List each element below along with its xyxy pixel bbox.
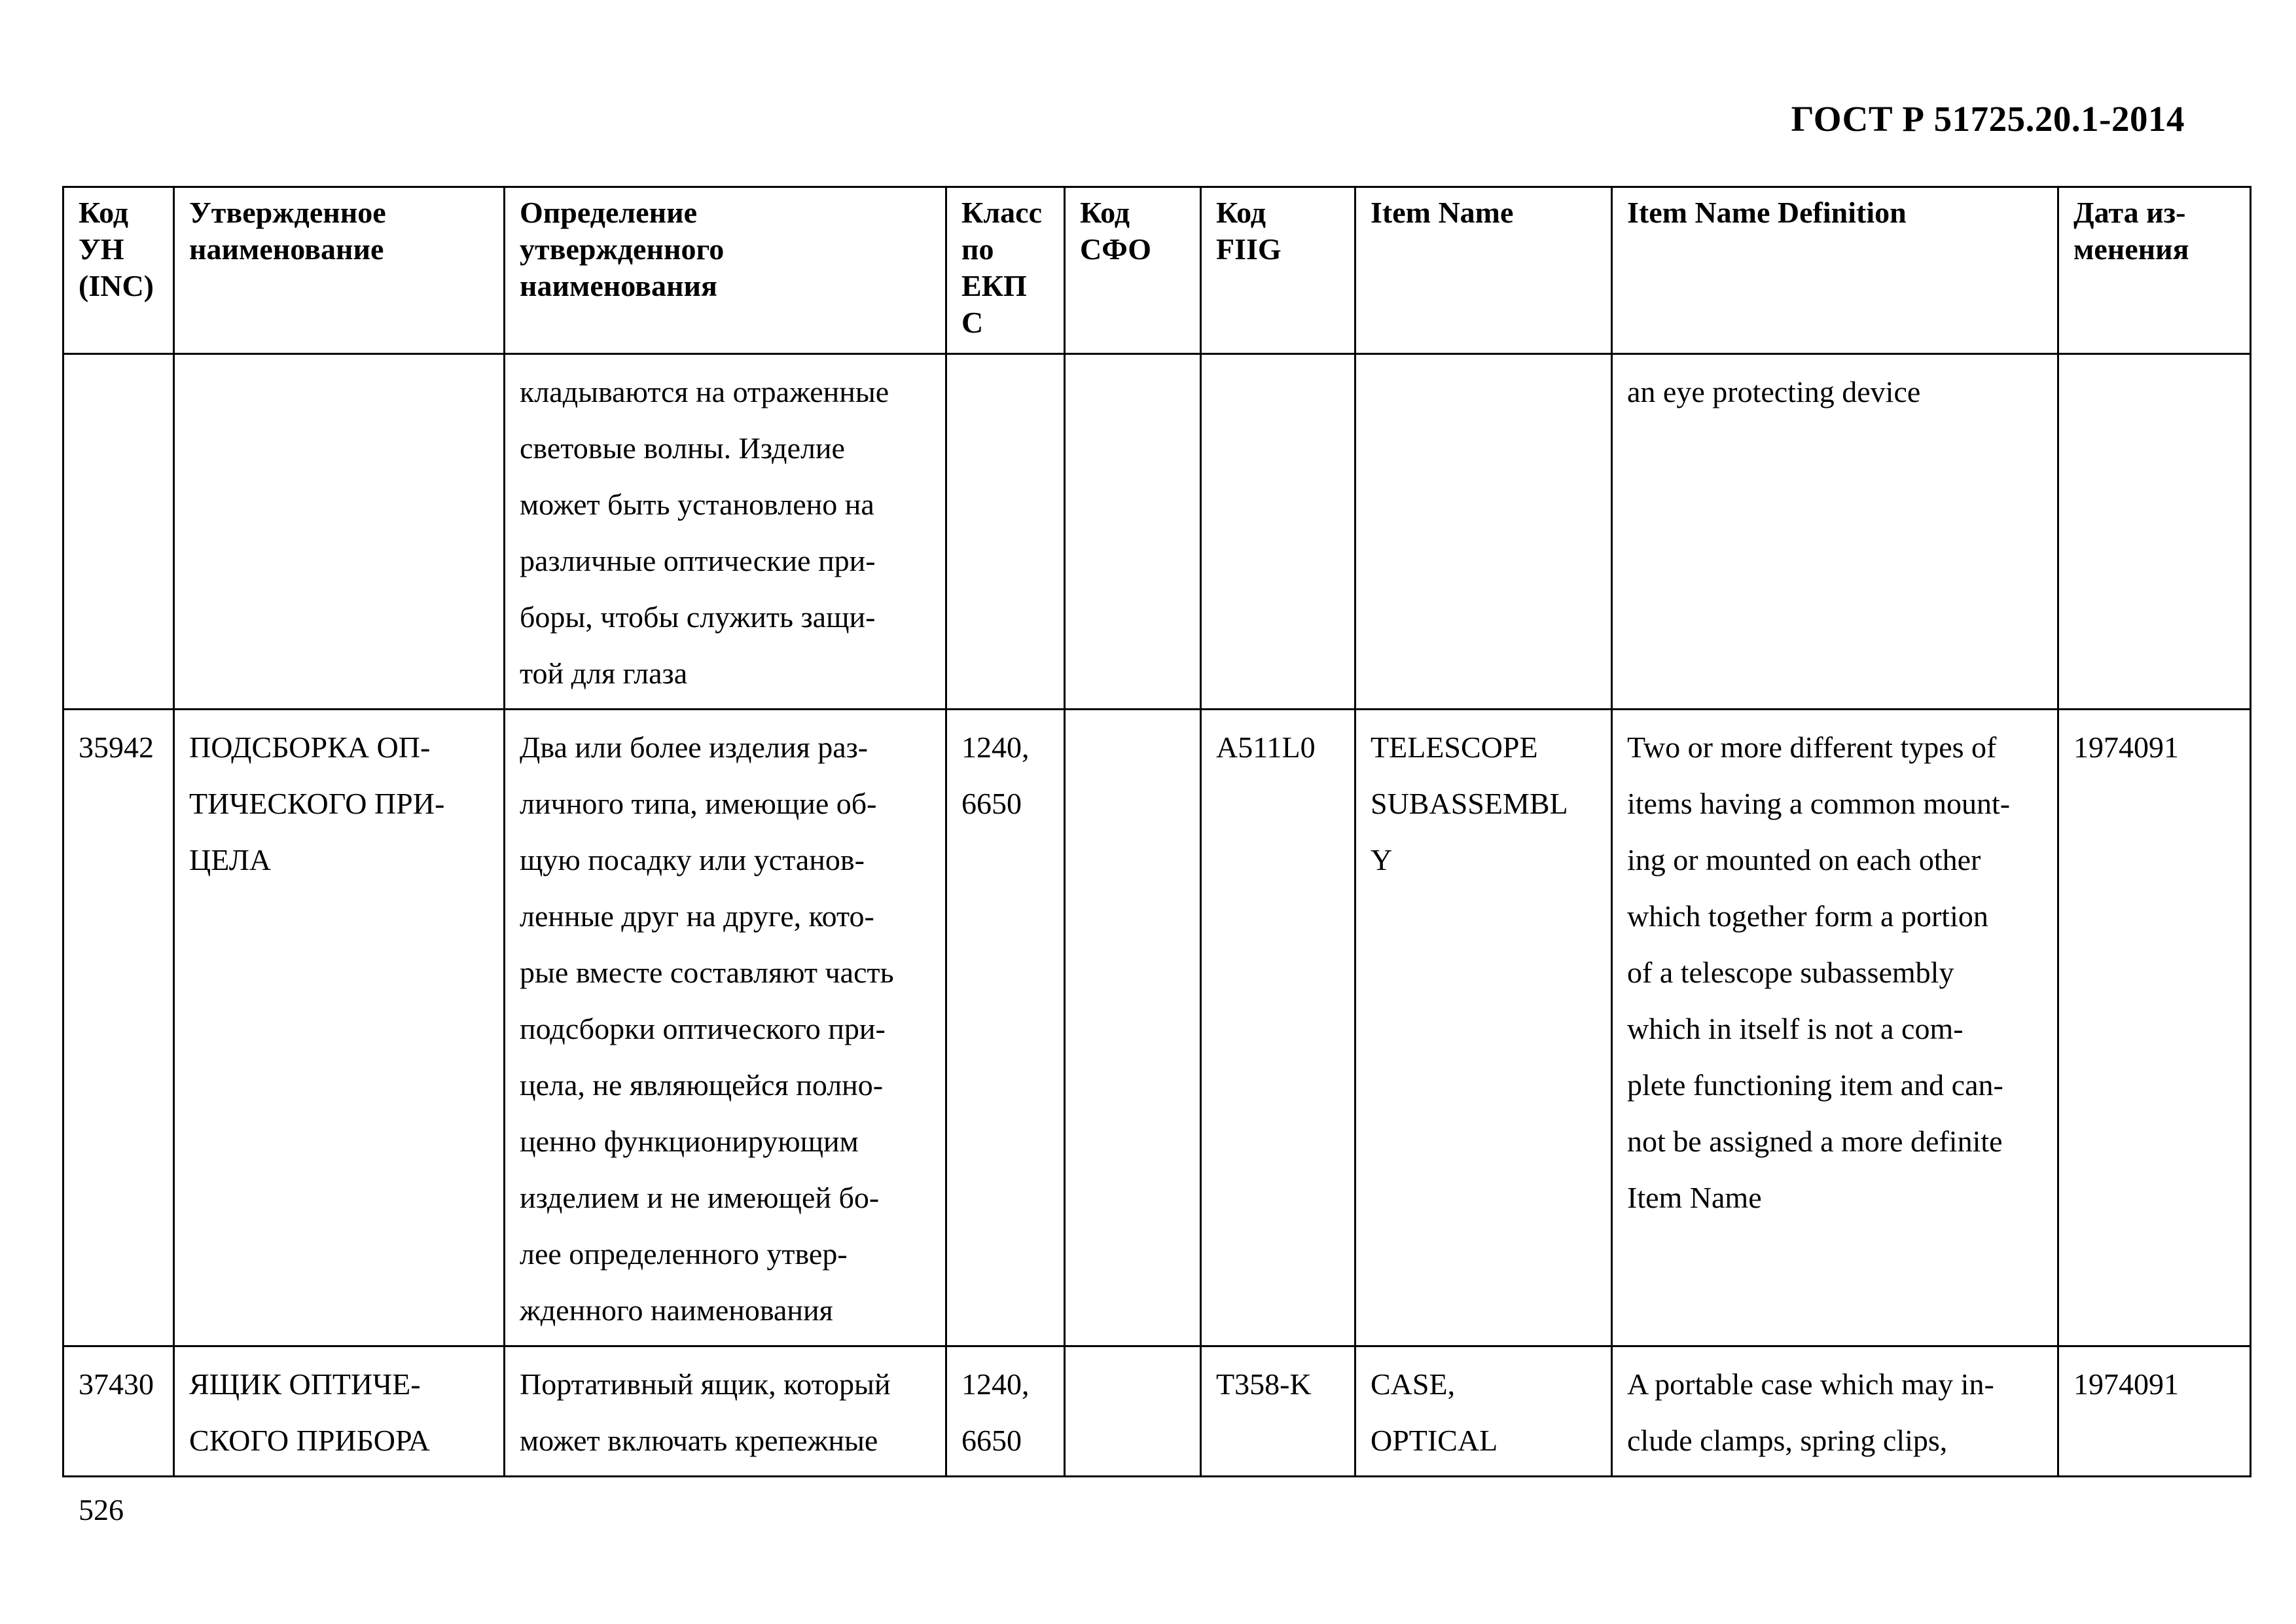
cell-definition: кладываются на отраженные световые волны. Изделие может быть установлено на различные оптические при- боры, чтобы служить защи- той для глаза (505, 354, 946, 710)
cell-sfo-code (1065, 354, 1201, 710)
document-code: ГОСТ Р 51725.20.1-2014 (1791, 99, 2185, 139)
cell-ekps-class (946, 354, 1065, 710)
cell-fiig-code: T358-K (1201, 1346, 1355, 1477)
cell-sfo-code (1065, 1346, 1201, 1477)
header-definition: Определение утвержденного наименования (505, 187, 946, 354)
cell-inc: 35942 (63, 710, 174, 1346)
cell-item-name-definition: an eye protecting device (1612, 354, 2058, 710)
header-item-name: Item Name (1355, 187, 1612, 354)
cell-approved-name: ЯЩИК ОПТИЧЕ- СКОГО ПРИБОРА (174, 1346, 505, 1477)
cell-approved-name (174, 354, 505, 710)
cell-item-name (1355, 354, 1612, 710)
cell-item-name: CASE, OPTICAL (1355, 1346, 1612, 1477)
table-row (63, 710, 2251, 1346)
cell-item-name: TELESCOPE SUBASSEMBL Y (1355, 710, 1612, 1346)
header-fiig-code: Код FIIG (1201, 187, 1355, 354)
cell-ekps-class: 1240, 6650 (946, 1346, 1065, 1477)
cell-fiig-code: A511L0 (1201, 710, 1355, 1346)
table-header-row (63, 187, 2251, 354)
cell-definition: Портативный ящик, который может включать крепежные (505, 1346, 946, 1477)
nomenclature-table (62, 186, 2251, 1477)
cell-item-name-definition: A portable case which may in- clude clamps, spring clips, (1612, 1346, 2058, 1477)
cell-definition: Два или более изделия раз- личного типа, имеющие об- щую посадку или установ- ленные друг на друге, кото- рые вместе составляют часть подсборки оптического при- цела, не являющейся полно- ценно функционирующим изделием и не имеющей бо- лее определенного утвер- жденного наименования (505, 710, 946, 1346)
cell-sfo-code (1065, 710, 1201, 1346)
cell-approved-name: ПОДСБОРКА ОП- ТИЧЕСКОГО ПРИ- ЦЕЛА (174, 710, 505, 1346)
header-item-name-definition: Item Name Definition (1612, 187, 2058, 354)
cell-inc: 37430 (63, 1346, 174, 1477)
header-approved-name: Утвержденное наименование (174, 187, 505, 354)
header-ekps-class: Класс по ЕКП С (946, 187, 1065, 354)
cell-item-name-definition: Two or more different types of items having a common mount- ing or mounted on each other which together form a portion of a telescope subassembly which in itself is not a com- plete functioning item and can- not be assigned a more definite Item Name (1612, 710, 2058, 1346)
header-inc: Код УН (INC) (63, 187, 174, 354)
page-number: 526 (79, 1493, 124, 1526)
cell-change-date: 1974091 (2058, 710, 2251, 1346)
cell-change-date (2058, 354, 2251, 710)
cell-inc (63, 354, 174, 710)
header-change-date: Дата из- менения (2058, 187, 2251, 354)
cell-ekps-class: 1240, 6650 (946, 710, 1065, 1346)
table-row (63, 1346, 2251, 1477)
cell-change-date: 1974091 (2058, 1346, 2251, 1477)
table-row (63, 354, 2251, 710)
cell-fiig-code (1201, 354, 1355, 710)
header-sfo-code: Код СФО (1065, 187, 1201, 354)
